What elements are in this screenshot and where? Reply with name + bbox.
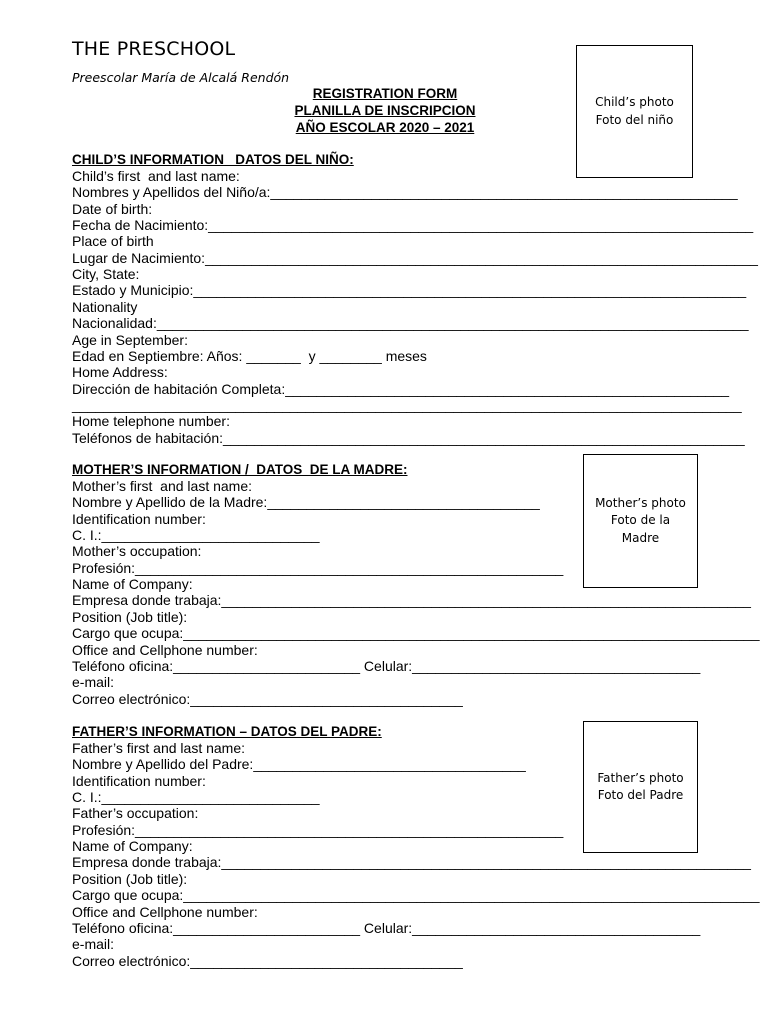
father-form-line: Correo electrónico:___________________________________ (72, 952, 463, 969)
mother-form-line: Position (Job title): (72, 608, 188, 625)
father-photo-label: Father’s photo (597, 770, 684, 785)
document-title: THE PRESCHOOL (72, 38, 236, 60)
child-form-line: City, State: (72, 266, 140, 283)
father-photo-label-es: Foto del Padre (597, 788, 684, 802)
child-form-line: Age in September: (72, 331, 188, 348)
child-form-line: Fecha de Nacimiento:______________________________________________________________________ (72, 217, 754, 234)
child-photo-label-es: Foto del niño (595, 112, 674, 127)
father-form-line: Father’s first and last name: (72, 740, 246, 756)
form-title-es: PLANILLA DE INSCRIPCION (294, 103, 476, 118)
child-form-line: Nacionalidad:____________________________________________________________________________ (72, 315, 749, 332)
mother-form-line: Empresa donde trabaja:____________________________________________________________________ (72, 592, 751, 609)
father-form-line: Profesión:_______________________________________________________ (72, 821, 564, 838)
child-form-line: Nationality (72, 298, 138, 315)
child-form-line: Nombres y Apellidos del Niño/a:____________________________________________________________ (72, 184, 738, 201)
mother-photo-box (583, 454, 698, 588)
child-form-line: Place of birth (72, 233, 154, 250)
child-photo-label: Child’s photo (595, 95, 674, 109)
mother-photo-label-es-1: Foto de la (610, 513, 671, 528)
mother-form-line: C. I.:____________________________ (72, 527, 320, 544)
father-form-line: Empresa donde trabaja:____________________________________________________________________ (72, 854, 751, 871)
child-section-heading: CHILD’S INFORMATION DATOS DEL NIÑO: (72, 152, 354, 167)
child-form-line: ______________________________________________________________________________________ (72, 396, 742, 413)
mother-form-line: Identification number: (72, 510, 206, 527)
father-form-line: Name of Company: (72, 838, 193, 855)
father-form-line: e-mail: (72, 936, 115, 953)
mother-photo-label-es-2: Madre (621, 530, 660, 545)
mother-form-line: Mother’s occupation: (72, 543, 202, 560)
father-section-heading: FATHER’S INFORMATION – DATOS DEL PADRE: (72, 724, 382, 739)
father-form-line: Cargo que ocupa:__________________________________________________________________________ (72, 887, 760, 904)
mother-form-line: Mother’s first and last name: (72, 478, 253, 494)
father-form-line: Office and Cellphone number: (72, 903, 258, 920)
child-form-line: Child’s first and last name: (72, 168, 240, 184)
mother-form-line: Correo electrónico:___________________________________ (72, 690, 463, 707)
father-form-line: Teléfono oficina:________________________ Celular:_____________________________________ (72, 919, 701, 936)
mother-form-line: Office and Cellphone number: (72, 641, 258, 658)
mother-form-line: Nombre y Apellido de la Madre:___________________________________ (72, 494, 540, 511)
mother-form-line: Teléfono oficina:________________________ Celular:_____________________________________ (72, 657, 701, 674)
father-form-line: Position (Job title): (72, 870, 188, 887)
mother-section-heading: MOTHER’S INFORMATION / DATOS DE LA MADRE: (72, 462, 408, 477)
school-name: Preescolar María de Alcalá Rendón (72, 70, 290, 85)
father-form-line: C. I.:____________________________ (72, 789, 320, 806)
school-year: AÑO ESCOLAR 2020 – 2021 (295, 120, 475, 135)
father-form-line: Nombre y Apellido del Padre:___________________________________ (72, 756, 526, 773)
child-form-line: Estado y Municipio:_______________________________________________________________________ (72, 282, 747, 299)
child-form-line: Edad en Septiembre: Años: _______ y ________ meses (72, 347, 427, 364)
child-form-line: Lugar de Nacimiento:_______________________________________________________________________ (72, 249, 758, 266)
child-form-line: Home telephone number: (72, 413, 230, 430)
father-photo-box (583, 721, 698, 853)
mother-form-line: e-mail: (72, 674, 115, 691)
mother-photo-label: Mother’s photo (595, 495, 686, 510)
father-form-line: Identification number: (72, 772, 206, 789)
mother-form-line: Profesión:_______________________________________________________ (72, 559, 564, 576)
mother-form-line: Name of Company: (72, 576, 193, 593)
father-form-line: Father’s occupation: (72, 805, 199, 822)
child-form-line: Date of birth: (72, 200, 153, 217)
child-form-line: Dirección de habitación Completa:_________________________________________________________ (72, 380, 730, 397)
form-title-en: REGISTRATION FORM (312, 86, 458, 101)
child-photo-box (576, 45, 693, 178)
mother-form-line: Cargo que ocupa:__________________________________________________________________________ (72, 625, 760, 642)
child-form-line: Home Address: (72, 364, 168, 381)
child-form-line: Teléfonos de habitación:___________________________________________________________________ (72, 429, 745, 446)
